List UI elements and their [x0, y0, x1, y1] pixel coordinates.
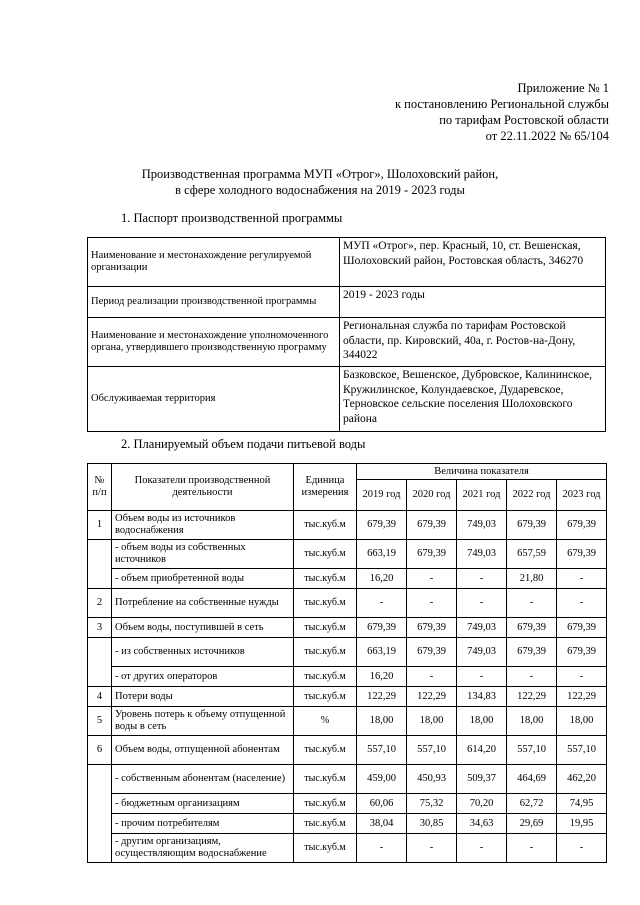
value-cell: 21,80 — [507, 569, 557, 589]
appendix-line: к постановлению Региональной службы — [394, 97, 609, 111]
value-cell: 60,06 — [357, 794, 407, 814]
table-row — [88, 238, 606, 287]
indicator-name: - из собственных источников — [112, 638, 294, 667]
row-number — [88, 540, 112, 589]
value-cell: 459,00 — [357, 765, 407, 794]
value-cell: 749,03 — [457, 638, 507, 667]
value-cell: - — [457, 569, 507, 589]
value-cell: 679,39 — [357, 511, 407, 540]
indicator-name: - объем приобретенной воды — [112, 569, 294, 589]
table-row — [88, 638, 607, 667]
indicator-name: - собственным абонентам (население) — [112, 765, 294, 794]
value-cell: 122,29 — [507, 687, 557, 707]
table-row — [88, 814, 607, 834]
value-cell: 679,39 — [557, 618, 607, 638]
indicator-name: Объем воды, отпущенной абонентам — [112, 736, 294, 765]
indicator-name: Потери воды — [112, 687, 294, 707]
value-cell: - — [557, 667, 607, 687]
value-cell: - — [357, 589, 407, 618]
value-cell: 679,39 — [507, 511, 557, 540]
value-cell: - — [507, 834, 557, 863]
table-row — [88, 589, 607, 618]
value-cell: 679,39 — [557, 638, 607, 667]
value-cell: 19,95 — [557, 814, 607, 834]
value-cell: - — [557, 834, 607, 863]
unit-cell: тыс.куб.м — [294, 511, 357, 540]
value-cell: 749,03 — [457, 618, 507, 638]
row-number: 1 — [88, 511, 112, 540]
header-unit: Единица измерения — [294, 464, 357, 511]
value-cell: - — [357, 834, 407, 863]
unit-cell: тыс.куб.м — [294, 618, 357, 638]
unit-cell: тыс.куб.м — [294, 589, 357, 618]
table-row — [88, 687, 607, 707]
value-cell: 16,20 — [357, 569, 407, 589]
unit-cell: тыс.куб.м — [294, 540, 357, 569]
table-row — [88, 834, 607, 863]
header-year: 2019 год — [357, 480, 407, 511]
document-title-line: Производственная программа МУП «Отрог», Шолоховский район, — [141, 167, 499, 181]
value-cell: 663,19 — [357, 638, 407, 667]
value-cell: 557,10 — [507, 736, 557, 765]
table-row — [88, 287, 606, 318]
unit-cell: тыс.куб.м — [294, 687, 357, 707]
value-cell: 462,20 — [557, 765, 607, 794]
document-title — [0, 166, 640, 198]
document-title-line: в сфере холодного водоснабжения на 2019 - 2023 годы — [175, 183, 465, 197]
passport-value: 2019 - 2023 годы — [340, 287, 606, 318]
value-cell: 679,39 — [507, 638, 557, 667]
indicator-name: - прочим потребителям — [112, 814, 294, 834]
row-number — [88, 638, 112, 687]
value-cell: 679,39 — [407, 540, 457, 569]
value-cell: 679,39 — [357, 618, 407, 638]
water-volume-table — [87, 463, 607, 863]
value-cell: 62,72 — [507, 794, 557, 814]
value-cell: - — [407, 834, 457, 863]
value-cell: 679,39 — [507, 618, 557, 638]
table-row — [88, 765, 607, 794]
table-row — [88, 618, 607, 638]
table-row — [88, 569, 607, 589]
indicator-name: - объем воды из собственных источников — [112, 540, 294, 569]
value-cell: 18,00 — [507, 707, 557, 736]
passport-table — [87, 237, 606, 432]
passport-label: Период реализации производственной программы — [88, 287, 340, 318]
unit-cell: тыс.куб.м — [294, 667, 357, 687]
value-cell: 679,39 — [407, 511, 457, 540]
indicator-name: - от других операторов — [112, 667, 294, 687]
indicator-name: - бюджетным организациям — [112, 794, 294, 814]
section-heading-passport: 1. Паспорт производственной программы — [121, 211, 343, 225]
value-cell: 679,39 — [407, 618, 457, 638]
indicator-name: Объем воды из источников водоснабжения — [112, 511, 294, 540]
indicator-name: Потребление на собственные нужды — [112, 589, 294, 618]
value-cell: 679,39 — [557, 511, 607, 540]
value-cell: 614,20 — [457, 736, 507, 765]
passport-label: Обслуживаемая территория — [88, 367, 340, 432]
table-row — [88, 667, 607, 687]
value-cell: 18,00 — [407, 707, 457, 736]
unit-cell: тыс.куб.м — [294, 794, 357, 814]
header-year: 2020 год — [407, 480, 457, 511]
value-cell: 74,95 — [557, 794, 607, 814]
table-row — [88, 367, 606, 432]
value-cell: - — [557, 589, 607, 618]
unit-cell: тыс.куб.м — [294, 736, 357, 765]
value-cell: 749,03 — [457, 540, 507, 569]
passport-value: Региональная служба по тарифам Ростовской области, пр. Кировский, 40а, г. Ростов-на-Дону, 344022 — [340, 318, 606, 367]
value-cell: - — [507, 589, 557, 618]
row-number: 3 — [88, 618, 112, 638]
value-cell: - — [407, 569, 457, 589]
table-row — [88, 707, 607, 736]
value-cell: 122,29 — [357, 687, 407, 707]
row-number: 5 — [88, 707, 112, 736]
header-num: № п/п — [88, 464, 112, 511]
indicator-name: Объем воды, поступившей в сеть — [112, 618, 294, 638]
passport-value: Базковское, Вешенское, Дубровское, Калининское, Кружилинское, Колундаевское, Дударевское, Терновское сельские поселения Шолоховского района — [340, 367, 606, 432]
passport-label: Наименование и местонахождение уполномоченного органа, утвердившего производственную программу — [88, 318, 340, 367]
section-heading-volume: 2. Планируемый объем подачи питьевой воды — [121, 437, 366, 451]
value-cell: 663,19 — [357, 540, 407, 569]
value-cell: 134,83 — [457, 687, 507, 707]
table-row — [88, 794, 607, 814]
appendix-header — [395, 80, 609, 144]
value-cell: 679,39 — [557, 540, 607, 569]
row-number: 6 — [88, 736, 112, 765]
appendix-line: по тарифам Ростовской области — [439, 113, 609, 127]
value-cell: - — [407, 589, 457, 618]
unit-cell: тыс.куб.м — [294, 765, 357, 794]
value-cell: 679,39 — [407, 638, 457, 667]
row-number — [88, 765, 112, 863]
indicator-name: - другим организациям, осуществляющим водоснабжение — [112, 834, 294, 863]
value-cell: 16,20 — [357, 667, 407, 687]
value-cell: 18,00 — [357, 707, 407, 736]
table-header-row — [88, 464, 607, 480]
appendix-line: от 22.11.2022 № 65/104 — [485, 129, 609, 143]
value-cell: 557,10 — [357, 736, 407, 765]
unit-cell: тыс.куб.м — [294, 569, 357, 589]
value-cell: 70,20 — [457, 794, 507, 814]
header-value-group: Величина показателя — [357, 464, 607, 480]
value-cell: 75,32 — [407, 794, 457, 814]
value-cell: - — [557, 569, 607, 589]
value-cell: 657,59 — [507, 540, 557, 569]
unit-cell: тыс.куб.м — [294, 638, 357, 667]
value-cell: 450,93 — [407, 765, 457, 794]
value-cell: 749,03 — [457, 511, 507, 540]
header-year: 2022 год — [507, 480, 557, 511]
row-number: 4 — [88, 687, 112, 707]
unit-cell: % — [294, 707, 357, 736]
value-cell: - — [457, 667, 507, 687]
value-cell: 29,69 — [507, 814, 557, 834]
table-row — [88, 540, 607, 569]
table-row — [88, 511, 607, 540]
unit-cell: тыс.куб.м — [294, 834, 357, 863]
value-cell: - — [457, 589, 507, 618]
row-number: 2 — [88, 589, 112, 618]
unit-cell: тыс.куб.м — [294, 814, 357, 834]
table-row — [88, 736, 607, 765]
value-cell: 122,29 — [407, 687, 457, 707]
header-year: 2023 год — [557, 480, 607, 511]
value-cell: - — [507, 667, 557, 687]
value-cell: 34,63 — [457, 814, 507, 834]
value-cell: 30,85 — [407, 814, 457, 834]
value-cell: - — [407, 667, 457, 687]
appendix-line: Приложение № 1 — [517, 81, 609, 95]
value-cell: 122,29 — [557, 687, 607, 707]
value-cell: 464,69 — [507, 765, 557, 794]
table-row — [88, 318, 606, 367]
value-cell: 557,10 — [407, 736, 457, 765]
header-year: 2021 год — [457, 480, 507, 511]
value-cell: 18,00 — [457, 707, 507, 736]
indicator-name: Уровень потерь к объему отпущенной воды в сеть — [112, 707, 294, 736]
value-cell: - — [457, 834, 507, 863]
passport-value: МУП «Отрог», пер. Красный, 10, ст. Вешенская, Шолоховский район, Ростовская область, 346270 — [340, 238, 606, 287]
header-indicator: Показатели производственной деятельности — [112, 464, 294, 511]
value-cell: 509,37 — [457, 765, 507, 794]
passport-label: Наименование и местонахождение регулируемой организации — [88, 238, 340, 287]
value-cell: 38,04 — [357, 814, 407, 834]
value-cell: 557,10 — [557, 736, 607, 765]
value-cell: 18,00 — [557, 707, 607, 736]
